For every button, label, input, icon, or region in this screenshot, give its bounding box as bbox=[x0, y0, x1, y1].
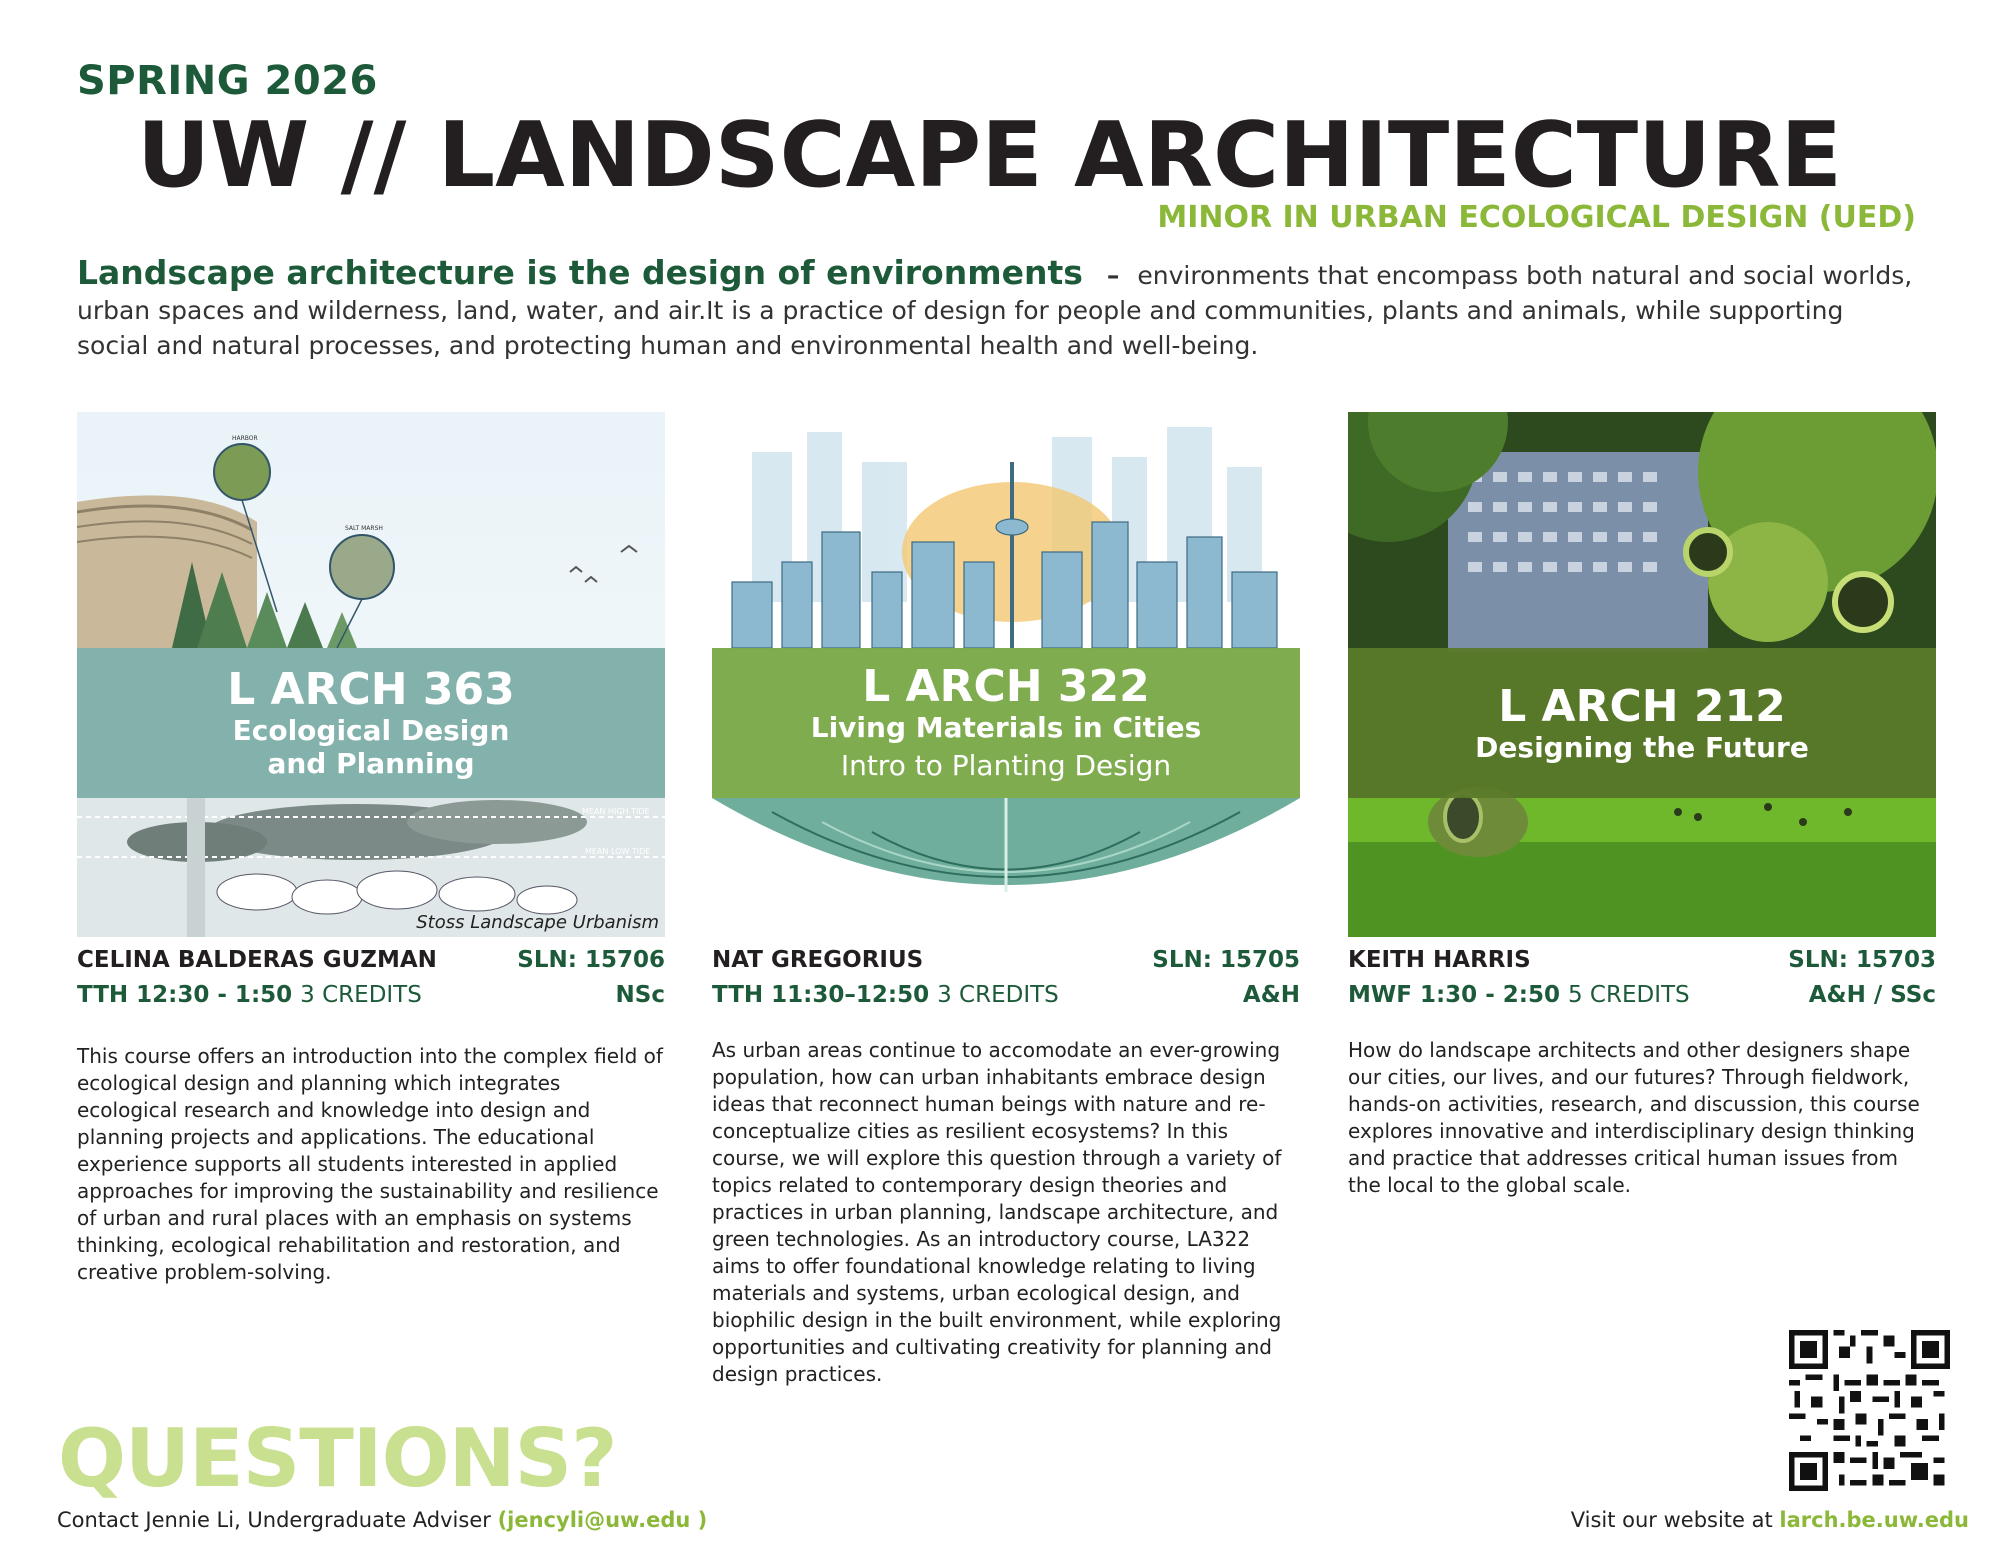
course-band-363 bbox=[77, 648, 665, 798]
sln-number: SLN: 15703 bbox=[1788, 947, 1936, 973]
course-subtitle: Intro to Planting Design bbox=[840, 748, 1172, 782]
contact-email-link[interactable]: (jencyli@uw.edu ) bbox=[497, 1508, 708, 1532]
course-name-line2: and Planning bbox=[267, 747, 475, 780]
course-name: Living Materials in Cities bbox=[810, 710, 1202, 744]
course-time bbox=[77, 982, 422, 1008]
page-title: UW // LANDSCAPE ARCHITECTURE bbox=[136, 103, 1843, 208]
course-time bbox=[1348, 982, 1690, 1008]
course-area: A&H / SSc bbox=[1808, 982, 1936, 1008]
image-label-harbor: HARBOR bbox=[232, 435, 258, 442]
image-label-low-tide: MEAN LOW TIDE bbox=[585, 847, 651, 856]
course-meta bbox=[1348, 947, 1936, 1019]
course-time bbox=[712, 982, 1059, 1008]
course-time-value: MWF 1:30 - 2:50 bbox=[1348, 982, 1560, 1008]
course-card-212 bbox=[1348, 412, 1936, 1199]
course-card-363 bbox=[77, 412, 665, 1286]
image-label-salt-marsh: SALT MARSH bbox=[345, 525, 383, 532]
course-name-line1: Ecological Design bbox=[232, 714, 510, 747]
website-line bbox=[1571, 1508, 1969, 1532]
visit-prefix: Visit our website at bbox=[1570, 1508, 1773, 1532]
contact-line bbox=[57, 1508, 707, 1532]
website-link[interactable]: larch.be.uw.edu bbox=[1779, 1508, 1969, 1532]
intro-paragraph bbox=[77, 255, 1917, 363]
contact-prefix: Contact Jennie Li, Undergraduate Adviser bbox=[57, 1508, 491, 1532]
course-description: As urban areas continue to accomodate an ever-growing population, how can urban inhabitants embrace design ideas that reconnect human beings with nature and re-conceptualize cities as resilient ecosystems? In this course, we will explore this question through a variety of topics related to contemporary design theories and practices in urban planning, landscape architecture, and green technologies. As an introductory course, LA322 aims to offer foundational knowledge relating to living materials and systems, urban ecological design, and biophilic design in the built environment, while exploring opportunities and cultivating creativity for planning and design practices. bbox=[712, 1038, 1282, 1386]
qr-code-icon[interactable] bbox=[1789, 1330, 1950, 1491]
course-code: L ARCH 212 bbox=[1498, 680, 1786, 732]
course-code: L ARCH 322 bbox=[862, 660, 1150, 712]
semester-label: SPRING 2026 bbox=[77, 58, 378, 104]
sln-number: SLN: 15706 bbox=[517, 947, 665, 973]
course-image-363 bbox=[77, 412, 665, 937]
course-description: How do landscape architects and other designers shape our cities, our lives, and our futures? Through fieldwork, hands-on activities, research, and discussion, this course explores innovative and interdisciplinary design thinking and practice that addresses critical human issues from the local to the global scale. bbox=[1348, 1038, 1920, 1197]
course-card-322 bbox=[712, 412, 1300, 1388]
course-band-212 bbox=[1348, 648, 1936, 798]
intro-body: environments that encompass both natural and social worlds, urban spaces and wilderness, land, water, and air.It is a practice of design for people and communities, plants and animals, while supporting social and natural processes, and protecting human and environmental health and well-being. bbox=[77, 261, 1913, 360]
course-credits: 3 CREDITS bbox=[300, 982, 422, 1008]
course-credits: 3 CREDITS bbox=[937, 982, 1059, 1008]
intro-lead: Landscape architecture is the design of environments bbox=[77, 253, 1083, 292]
course-image-322 bbox=[712, 412, 1300, 937]
course-description: This course offers an introduction into the complex field of ecological design and planning which integrates ecological research and knowledge into design and planning projects and applications. The educational experience supports all students interested in applied approaches for improving the sustainability and resilience of urban and rural places with an emphasis on systems thinking, ecological rehabilitation and restoration, and creative problem-solving. bbox=[77, 1044, 663, 1284]
course-image-212 bbox=[1348, 412, 1936, 937]
questions-heading: QUESTIONS? bbox=[58, 1412, 617, 1505]
course-area: NSc bbox=[615, 982, 665, 1008]
minor-subtitle: MINOR IN URBAN ECOLOGICAL DESIGN (UED) bbox=[1157, 200, 1916, 235]
course-time-value: TTH 11:30–12:50 bbox=[712, 982, 930, 1008]
sln-number: SLN: 15705 bbox=[1152, 947, 1300, 973]
instructor-name: NAT GREGORIUS bbox=[712, 947, 924, 973]
image-label-high-tide: MEAN HIGH TIDE bbox=[582, 807, 650, 816]
course-area: A&H bbox=[1242, 982, 1300, 1008]
intro-dash: – bbox=[1106, 261, 1120, 290]
instructor-name: CELINA BALDERAS GUZMAN bbox=[77, 947, 437, 973]
course-meta bbox=[77, 947, 665, 1019]
image-caption: Stoss Landscape Urbanism bbox=[416, 912, 659, 933]
course-meta bbox=[712, 947, 1300, 1019]
course-time-value: TTH 12:30 - 1:50 bbox=[77, 982, 293, 1008]
course-credits: 5 CREDITS bbox=[1567, 982, 1690, 1008]
course-code: L ARCH 363 bbox=[227, 664, 515, 715]
instructor-name: KEITH HARRIS bbox=[1348, 947, 1531, 973]
course-name: Designing the Future bbox=[1475, 730, 1809, 764]
course-band-322 bbox=[712, 648, 1300, 798]
